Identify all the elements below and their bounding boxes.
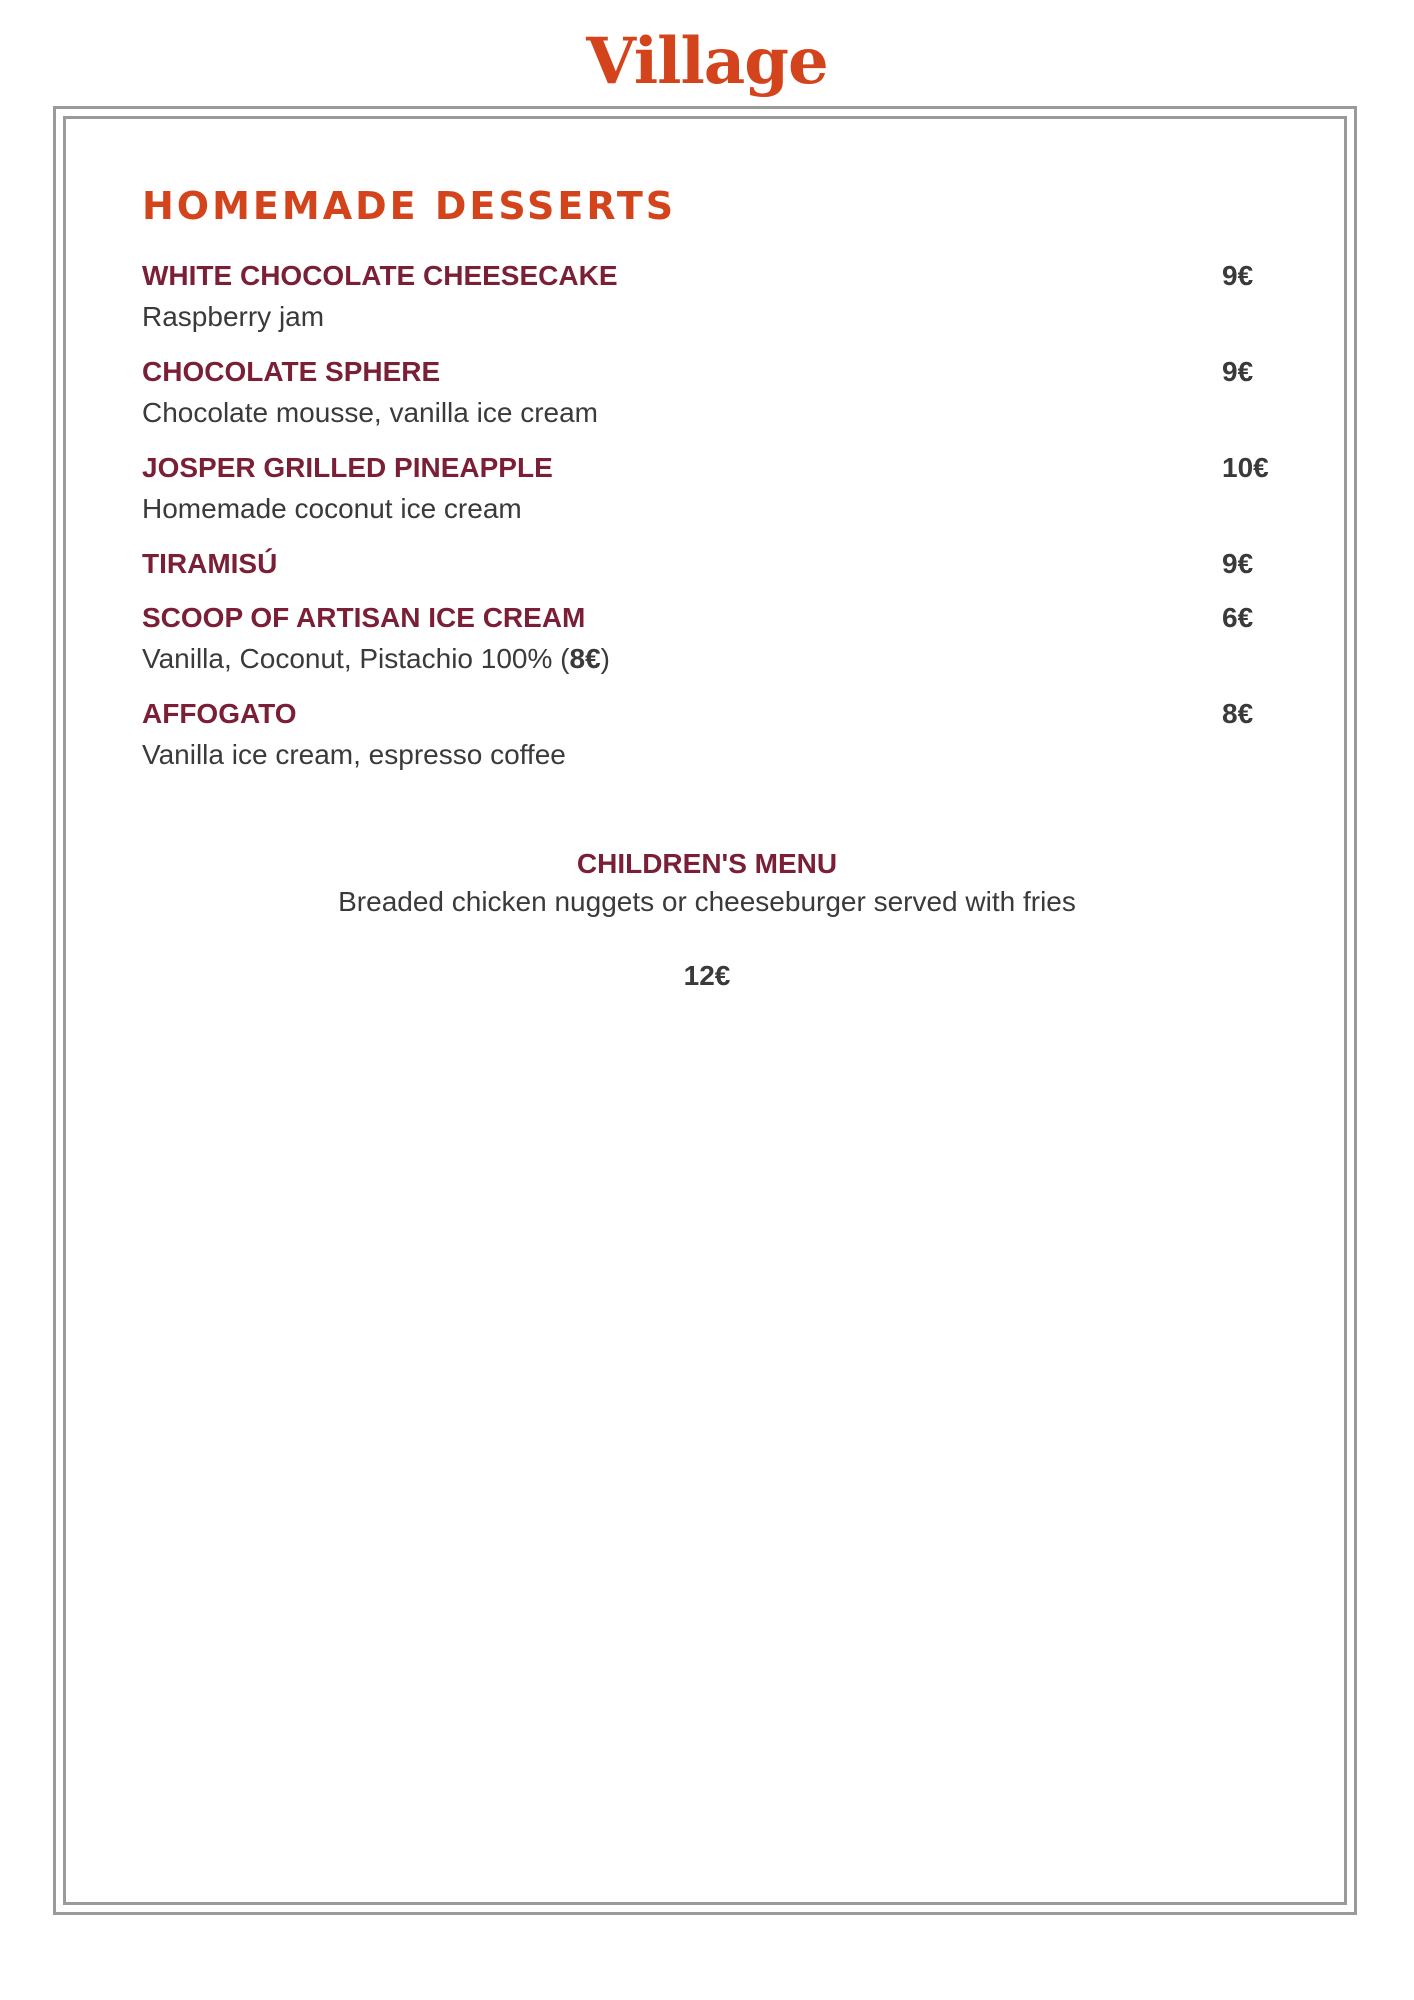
children-menu-price: 12€ — [683, 960, 731, 991]
children-menu — [0, 844, 1414, 994]
item-name: WHITE CHOCOLATE CHEESECAKE — [142, 260, 618, 291]
item-price: 9€ — [1222, 356, 1254, 387]
item-description: Homemade coconut ice cream — [142, 493, 522, 524]
children-menu-title: CHILDREN'S MENU — [576, 848, 838, 879]
menu-item — [142, 448, 1284, 530]
item-name: TIRAMISÚ — [142, 548, 278, 579]
item-price: 10€ — [1222, 452, 1269, 483]
item-description-price: 8€ — [569, 643, 601, 674]
item-name: JOSPER GRILLED PINEAPPLE — [142, 452, 553, 483]
item-description: Chocolate mousse, vanilla ice cream — [142, 397, 598, 428]
menu-item — [142, 256, 1284, 338]
item-description — [142, 638, 1284, 680]
section-title: HOMEMADE DESSERTS — [142, 184, 677, 228]
item-price: 9€ — [1222, 548, 1254, 579]
menu-item — [142, 352, 1284, 434]
menu-item — [142, 598, 1284, 680]
item-price: 6€ — [1222, 602, 1254, 633]
item-name: AFFOGATO — [142, 698, 297, 729]
item-price: 9€ — [1222, 260, 1254, 291]
item-description-end: ) — [600, 643, 610, 674]
item-price: 8€ — [1222, 698, 1254, 729]
menu-item — [142, 694, 1284, 776]
item-name: SCOOP OF ARTISAN ICE CREAM — [142, 602, 586, 633]
children-menu-description: Breaded chicken nuggets or cheeseburger served with fries — [338, 886, 1076, 917]
dessert-menu — [142, 256, 1284, 790]
item-description: Vanilla ice cream, espresso coffee — [142, 739, 566, 770]
menu-item — [142, 544, 1284, 584]
item-description-text: Vanilla, Coconut, Pistachio 100% ( — [142, 643, 570, 674]
item-description: Raspberry jam — [142, 301, 325, 332]
item-name: CHOCOLATE SPHERE — [142, 356, 441, 387]
logo: Village — [586, 24, 828, 99]
